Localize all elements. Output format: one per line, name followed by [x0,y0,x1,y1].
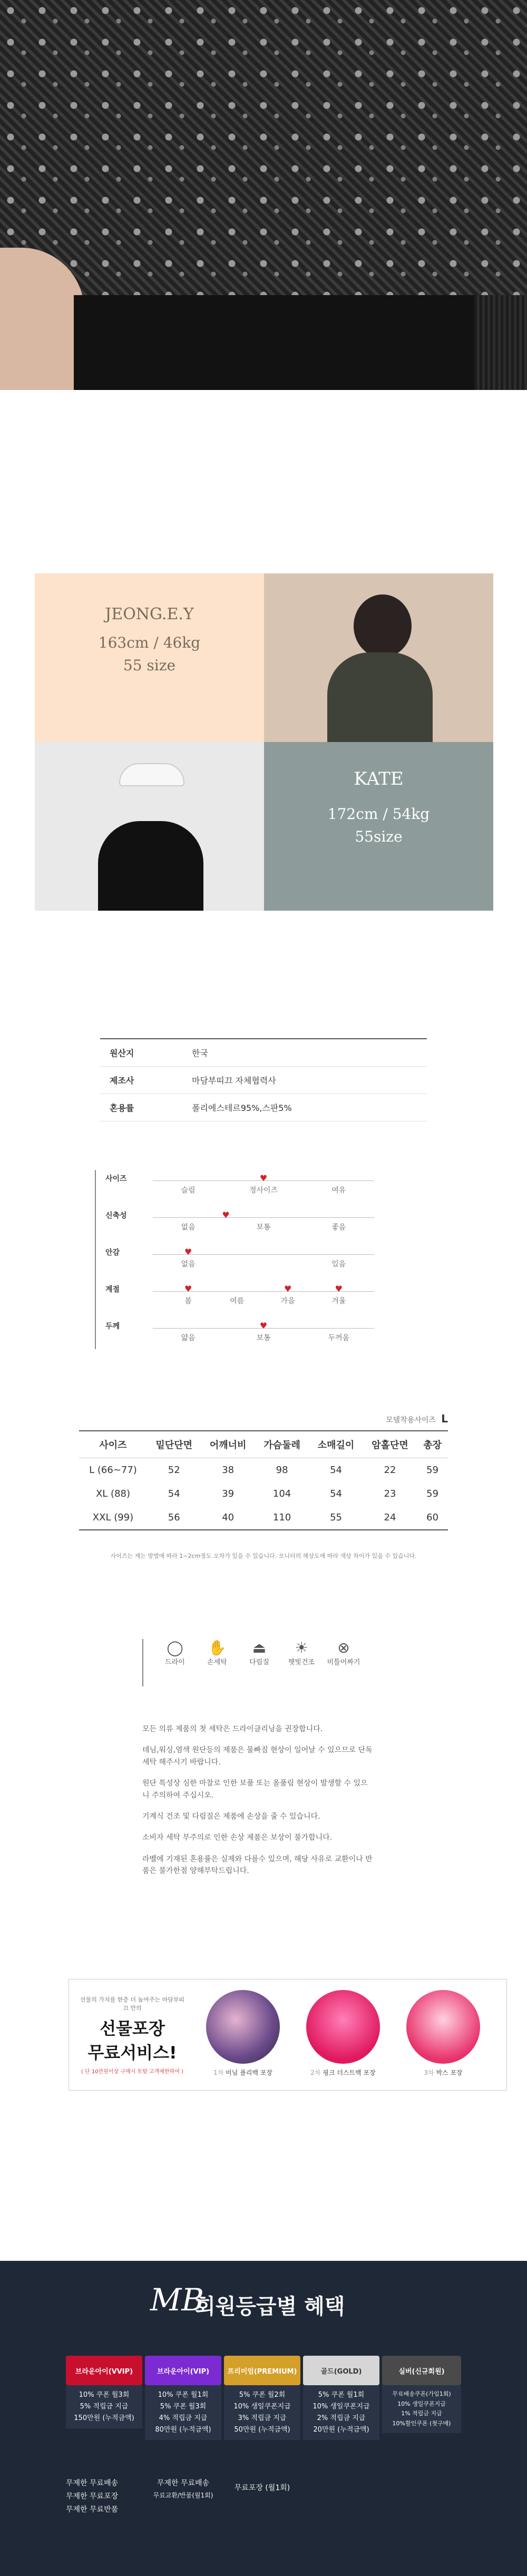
selected-heart-icon: ♥ [259,1173,268,1183]
gift-photo [406,1990,480,2064]
care-note: 기계식 건조 및 다림질은 제품에 손상을 줄 수 있습니다. [142,1812,320,1821]
table-cell: 110 [272,1512,291,1523]
model-height-weight: 163cm / 46kg [98,634,201,651]
grade-benefit: 5% 쿠폰 월2회 [239,2391,286,2399]
sun-dry-icon: ☀ 햇빛건조 [288,1639,315,1666]
column-header: 소매길이 [317,1440,355,1451]
gift-step: 2차 [310,2069,321,2076]
grade-column-vvip [66,2356,142,2428]
column-header: 암홀단면 [372,1440,408,1451]
table-cell: XL (88) [95,1488,130,1499]
grade-column-premium [224,2356,300,2440]
table-cell: 54 [330,1465,342,1476]
column-header: 총장 [423,1440,442,1451]
table-cell: 59 [426,1488,439,1499]
model-photo-jeong [264,573,493,742]
info-label: 원산지 [100,1039,182,1067]
size-table [79,1430,448,1530]
gift-step: 3차 [424,2069,434,2076]
info-row [100,1067,427,1094]
fit-option: 없음 [181,1260,196,1269]
product-info-table [100,1038,427,1121]
table-row [79,1506,448,1530]
table-cell: 56 [168,1512,180,1523]
grade-benefit: 10%할인쿠폰 (첫구매) [392,2420,451,2427]
column-header: 사이즈 [99,1440,127,1451]
fit-option: 가을 [280,1297,295,1305]
column-header: 가슴둘레 [264,1440,300,1451]
fit-option: 보통 [256,1334,271,1342]
model-name: KATE [354,768,404,789]
gift-label: 박스 포장 [436,2069,463,2076]
extra-benefit: 무제한 무료배송 [66,2479,119,2487]
table-row [79,1458,448,1482]
gift-label: 핑크 더스트백 포장 [323,2069,376,2076]
table-cell: 38 [222,1465,235,1476]
model-height-weight: 172cm / 54kg [327,805,430,823]
table-cell: 98 [276,1465,288,1476]
selected-heart-icon: ♥ [284,1284,292,1294]
fit-label: 계절 [105,1285,120,1294]
fit-option: 좋음 [331,1223,346,1232]
info-row [100,1094,427,1121]
info-value: 마담부띠끄 자체협력사 [182,1067,427,1094]
size-table-section [79,1412,448,1560]
model-size-value: L [441,1412,448,1425]
table-cell: 54 [330,1488,342,1499]
grade-benefit: 10% 생일쿠폰지급 [233,2403,291,2411]
grade-benefit: 150만원 (누적금액) [74,2414,134,2423]
gift-step: 1차 [213,2069,224,2076]
grade-benefit: 10% 쿠폰 월1회 [158,2391,209,2399]
grade-benefit: 10% 생일쿠폰지급 [313,2403,370,2411]
membership-title: 회원등급별 혜택 [195,2295,345,2319]
grade-benefit: 5% 쿠폰 월3회 [160,2403,207,2411]
membership-extra-right [224,2482,300,2493]
table-cell: 23 [384,1488,396,1499]
table-cell: 52 [168,1465,180,1476]
fit-option: 얇음 [181,1334,196,1342]
model-name: JEONG.E.Y [105,605,194,623]
fit-option: 여유 [331,1186,346,1195]
table-cell: 54 [168,1488,180,1499]
model-size-label: 모델착용사이즈 [386,1416,436,1424]
table-cell: 39 [222,1488,235,1499]
gift-item [396,1990,491,2077]
gift-condition: ( 단 10만원이상 구매시 토탈 고객에한하여 ) [81,2069,184,2075]
info-label: 제조사 [100,1067,182,1094]
extra-benefit: 무제한 무료배송 [157,2479,210,2487]
grade-header: 골드(GOLD) [303,2356,379,2385]
table-cell: 55 [330,1512,342,1523]
grade-header: 브라운아이(VIP) [145,2356,221,2385]
table-cell: 60 [426,1512,439,1523]
fit-guide [95,1170,432,1360]
gift-title: 선물포장 [100,2018,165,2038]
care-notes [142,1723,374,1877]
fit-label: 두께 [105,1322,120,1331]
column-header: 밑단단면 [155,1440,192,1451]
gift-label: 비닐 플리백 포장 [226,2069,272,2076]
fit-option: 두꺼움 [328,1334,350,1342]
grade-benefit: 80만원 (누적금액) [155,2426,211,2434]
selected-heart-icon: ♥ [222,1210,230,1220]
care-note: 모든 의류 제품의 첫 세탁은 드라이클리닝을 권장합니다. [142,1725,323,1733]
grade-benefit: 1% 적립금 지급 [401,2410,442,2417]
fit-option: 정사이즈 [249,1186,278,1195]
selected-heart-icon: ♥ [184,1284,192,1294]
fit-option: 보통 [256,1223,271,1232]
grade-header: 실버(신규회원) [382,2356,461,2385]
care-note: 원단 특성상 심한 마찰로 인한 보풀 또는 올풀림 현상이 발생할 수 있으니 주의하여 주십시오. [142,1779,368,1800]
selected-heart-icon: ♥ [184,1247,192,1257]
info-value: 폴리에스테르95%,스판5% [182,1094,427,1121]
care-icons-row [142,1639,385,1686]
table-cell: 104 [272,1488,291,1499]
extra-benefit: 무료포장 (월1회) [234,2484,290,2492]
info-value: 한국 [182,1039,427,1067]
info-label: 혼용률 [100,1094,182,1121]
dry-clean-icon: ◯ 드라이 [165,1639,185,1666]
grade-benefit: 10% 생일쿠폰지급 [397,2400,446,2407]
grade-column-gold [303,2356,379,2440]
fit-option: 여름 [230,1297,245,1305]
fit-label: 신축성 [105,1212,127,1220]
info-row [100,1039,427,1067]
product-detail-photo [0,0,527,390]
extra-benefit: 무제한 무료반품 [66,2505,119,2514]
fit-option: 있음 [331,1260,346,1269]
grade-benefit: 20만원 (누적금액) [313,2426,369,2434]
grade-benefit: 5% 쿠폰 월1회 [318,2391,365,2399]
fit-option: 겨울 [331,1297,346,1305]
table-cell: 40 [222,1512,235,1523]
model-profile-section [35,573,493,911]
selected-heart-icon: ♥ [335,1284,343,1294]
gift-wrap-banner [69,1979,507,2091]
model-size: 55size [355,828,403,845]
grade-benefit: 2% 적립금 지급 [317,2414,366,2423]
grade-column-vip [145,2356,221,2440]
extra-benefit: 무제한 무료포장 [66,2492,119,2501]
fit-option: 없음 [181,1223,196,1232]
fit-option: 봄 [184,1297,192,1305]
grade-benefit: 5% 적립금 지급 [80,2403,129,2411]
fit-label: 사이즈 [105,1175,127,1183]
table-cell: 22 [384,1465,396,1476]
table-cell: 24 [384,1512,396,1523]
model-photo-kate [35,742,264,911]
grade-benefit: 무료배송쿠폰(가입1회) [392,2390,451,2397]
gift-photo [206,1990,280,2064]
column-header: 어깨너비 [209,1440,247,1451]
extra-benefit: 무료교환/반품(월1회) [153,2492,213,2500]
care-note: 라벨에 기재된 혼용률은 실제와 다를수 있으며, 해당 사유로 교환이나 반품은 불가한점 양해부탁드립니다. [142,1855,373,1876]
grade-column-silver [382,2356,461,2433]
membership-extra-left [66,2477,140,2517]
selected-heart-icon: ♥ [259,1321,268,1331]
grade-header: 프리미엄(PREMIUM) [224,2356,300,2385]
table-cell: XXL (99) [92,1512,134,1523]
membership-extra-mid [145,2477,221,2502]
care-note: 데님,워싱,염색 원단등의 제품은 물빠짐 현상이 일어날 수 있으므로 단독 세탁 해주시기 바랍니다. [142,1746,373,1767]
table-cell: 59 [426,1465,439,1476]
size-note: 사이즈는 재는 방법에 따라 1~2cm정도 오차가 있을 수 있습니다. 모니터의 해상도에 따라 색상 차이가 있을 수 있습니다. [110,1553,417,1559]
table-cell: L (66~77) [89,1465,137,1476]
grade-benefit: 10% 쿠폰 월3회 [79,2391,130,2399]
membership-logo: MB [150,2282,204,2318]
gift-item [296,1990,391,2077]
gift-photo [306,1990,380,2064]
gift-title: 무료서비스! [87,2043,177,2063]
grade-benefit: 3% 적립금 지급 [238,2414,287,2423]
table-header-row [79,1431,448,1458]
hand-wash-icon: ✋ 손세탁 [207,1639,227,1666]
iron-icon: ⏏ 다림질 [249,1639,269,1666]
care-note: 소비자 세탁 부주의로 인한 손상 제품은 보상이 불가합니다. [142,1833,333,1842]
table-row [79,1482,448,1506]
model-size: 55 size [123,657,176,674]
fit-label: 안감 [105,1248,120,1257]
gift-intro: 선물의 가치를 한층 더 높여주는 마담부띠끄 만의 [80,1996,185,2012]
no-wring-icon: ⊗ 비틀어짜기 [327,1639,360,1666]
fit-option: 슬림 [181,1186,196,1195]
grade-header: 브라운아이(VVIP) [66,2356,142,2385]
gift-item [196,1990,290,2077]
grade-benefit: 50만원 (누적금액) [234,2426,290,2434]
grade-benefit: 4% 적립금 지급 [159,2414,208,2423]
